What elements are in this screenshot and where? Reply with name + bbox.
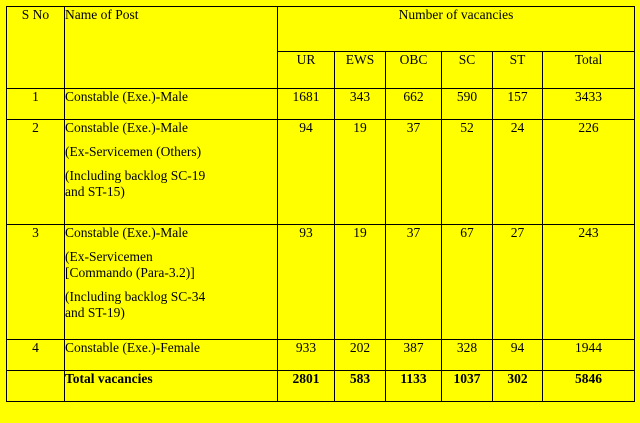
row-sno: 4 bbox=[7, 340, 65, 371]
value-st: 24 bbox=[493, 120, 543, 225]
header-col-sc: SC bbox=[442, 52, 493, 89]
value-total: 1944 bbox=[543, 340, 635, 371]
value-obc: 387 bbox=[386, 340, 442, 371]
value-st: 27 bbox=[493, 225, 543, 340]
value-sc: 590 bbox=[442, 89, 493, 120]
post-line: (Ex-Servicemen bbox=[65, 249, 153, 264]
value-total: 243 bbox=[543, 225, 635, 340]
header-col-ews: EWS bbox=[335, 52, 386, 89]
header-col-st: ST bbox=[493, 52, 543, 89]
value-ur: 933 bbox=[278, 340, 335, 371]
post-name bbox=[65, 340, 278, 371]
post-line: Constable (Exe.)-Male bbox=[65, 89, 188, 104]
post-line: (Including backlog SC-19 bbox=[65, 168, 206, 183]
row-sno: 1 bbox=[7, 89, 65, 120]
header-vacancies: Number of vacancies bbox=[278, 7, 635, 52]
value-ews: 343 bbox=[335, 89, 386, 120]
post-line: and ST-15) bbox=[65, 184, 125, 199]
row-sno: 3 bbox=[7, 225, 65, 340]
value-obc: 37 bbox=[386, 120, 442, 225]
header-col-total: Total bbox=[543, 52, 635, 89]
value-ur: 1681 bbox=[278, 89, 335, 120]
value-total: 226 bbox=[543, 120, 635, 225]
value-obc: 37 bbox=[386, 225, 442, 340]
value-st: 157 bbox=[493, 89, 543, 120]
value-ur: 93 bbox=[278, 225, 335, 340]
table-row bbox=[7, 225, 635, 340]
row-sno: 2 bbox=[7, 120, 65, 225]
post-name bbox=[65, 120, 278, 225]
total-sc: 1037 bbox=[442, 371, 493, 402]
total-label: Total vacancies bbox=[65, 371, 278, 402]
header-post: Name of Post bbox=[65, 7, 278, 89]
value-total: 3433 bbox=[543, 89, 635, 120]
total-st: 302 bbox=[493, 371, 543, 402]
total-row bbox=[7, 371, 635, 402]
table-row bbox=[7, 89, 635, 120]
post-name bbox=[65, 225, 278, 340]
value-st: 94 bbox=[493, 340, 543, 371]
post-name bbox=[65, 89, 278, 120]
total-total: 5846 bbox=[543, 371, 635, 402]
value-sc: 52 bbox=[442, 120, 493, 225]
post-line: Constable (Exe.)-Male bbox=[65, 120, 188, 135]
value-ews: 202 bbox=[335, 340, 386, 371]
post-line: [Commando (Para-3.2)] bbox=[65, 265, 195, 280]
total-sno-empty bbox=[7, 371, 65, 402]
header-sno: S No bbox=[7, 7, 65, 89]
post-line: Constable (Exe.)-Male bbox=[65, 225, 188, 240]
value-sc: 67 bbox=[442, 225, 493, 340]
value-ews: 19 bbox=[335, 225, 386, 340]
post-line: (Ex-Servicemen (Others) bbox=[65, 144, 202, 159]
vacancy-table bbox=[6, 6, 635, 402]
post-line: (Including backlog SC-34 bbox=[65, 289, 206, 304]
post-line: and ST-19) bbox=[65, 305, 125, 320]
value-ews: 19 bbox=[335, 120, 386, 225]
total-obc: 1133 bbox=[386, 371, 442, 402]
table-row bbox=[7, 120, 635, 225]
value-obc: 662 bbox=[386, 89, 442, 120]
header-col-obc: OBC bbox=[386, 52, 442, 89]
total-ur: 2801 bbox=[278, 371, 335, 402]
value-ur: 94 bbox=[278, 120, 335, 225]
total-ews: 583 bbox=[335, 371, 386, 402]
post-line: Constable (Exe.)-Female bbox=[65, 340, 200, 355]
header-row bbox=[7, 7, 635, 52]
header-col-ur: UR bbox=[278, 52, 335, 89]
value-sc: 328 bbox=[442, 340, 493, 371]
table-row bbox=[7, 340, 635, 371]
